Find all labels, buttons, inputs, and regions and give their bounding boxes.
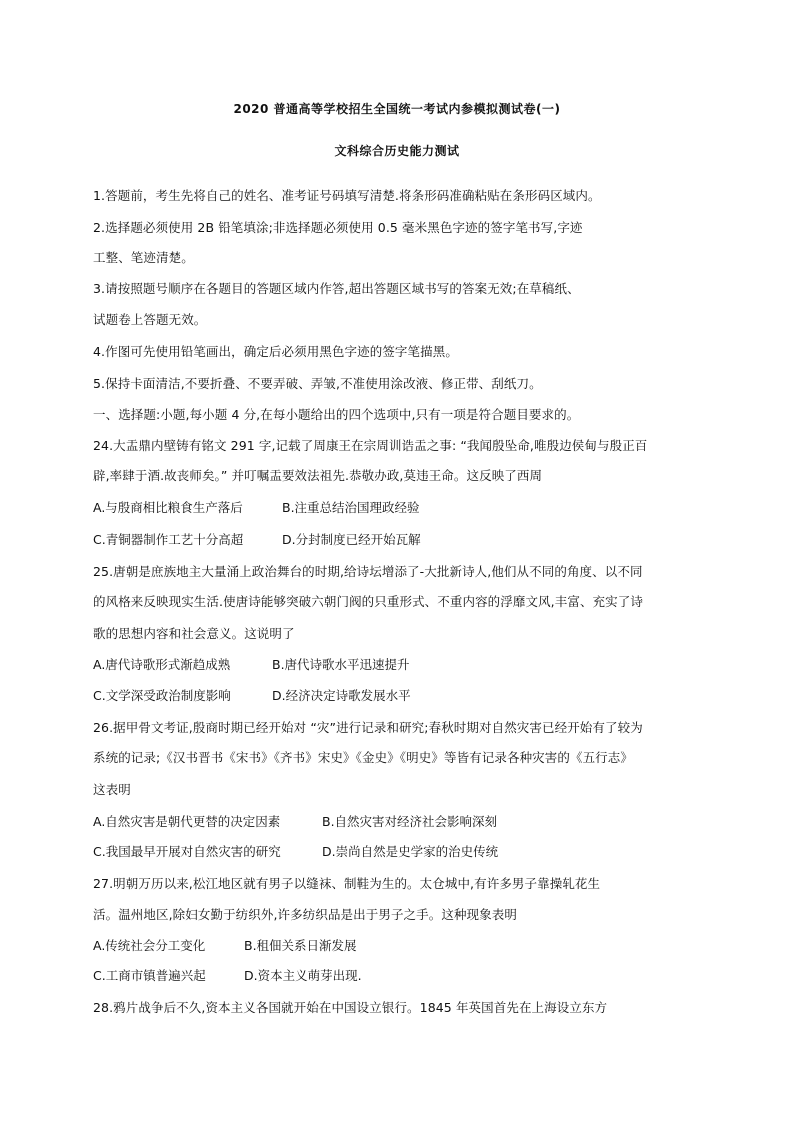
page-title: 2020 普通高等学校招生全国统一考试内参模拟测试卷(一) (233, 102, 561, 116)
q25-option-a: A.唐代诗歌形式渐趋成熟 (93, 657, 231, 672)
q26-option-d: D.崇尚自然是史学家的治史传统 (322, 844, 499, 859)
q25-option-c: C.文学深受政治制度影响 (93, 688, 231, 703)
q25-stem-line-2: 的风格来反映现实生活.使唐诗能够突破六朝门阀的只重形式、不重内容的浮靡文风,丰富、充实了诗 (93, 594, 643, 609)
q24-option-a: A.与殷商相比粮食生产落后 (93, 500, 243, 515)
q27-stem-line-1: 27.明朝万历以来,松江地区就有男子以缝袜、制鞋为生的。太仓城中,有许多男子靠操轧花生 (93, 876, 601, 891)
note-3-cont: 试题卷上答题无效。 (93, 312, 207, 327)
q26-stem-line-1: 26.据甲骨文考证,殷商时期已经开始对 “灾”进行记录和研究;春秋时期对自然灾害已经开始有了较为 (93, 720, 643, 735)
q26-stem-line-3: 这表明 (93, 782, 131, 797)
note-2: 2.选择题必须使用 2B 铅笔填涂;非选择题必须使用 0.5 毫米黑色字迹的签字笔书写,字迹 (93, 220, 583, 235)
q26-option-b: B.自然灾害对经济社会影响深刻 (322, 814, 498, 829)
note-1: 1.答题前，考生先将自己的姓名、准考证号码填写清楚.将条形码准确粘贴在条形码区域内。 (93, 188, 601, 203)
q24-stem-line-1: 24.大盂鼎内壁铸有铭文 291 字,记载了周康王在宗周训诰盂之事: “我闻殷坠命,唯殷边侯甸与殷正百 (93, 438, 648, 453)
q24-option-c: C.青铜器制作工艺十分高超 (93, 532, 244, 547)
q27-stem-line-2: 活。温州地区,除妇女勤于纺织外,许多纺织品是出于男子之手。这种现象表明 (93, 907, 517, 922)
q27-option-d: D.资本主义萌芽出现. (244, 968, 362, 983)
q26-option-c: C.我国最早开展对自然灾害的研究 (93, 844, 281, 859)
q26-option-a: A.自然灾害是朝代更替的决定因素 (93, 814, 281, 829)
section-heading: 一、选择题:小题,每小题 4 分,在每小题给出的四个选项中,只有一项是符合题目要求的。 (93, 407, 580, 422)
q25-stem-line-1: 25.唐朝是庶族地主大量涌上政治舞台的时期,给诗坛增添了-大批新诗人,他们从不同的角度、以不同 (93, 564, 643, 579)
q25-stem-line-3: 歌的思想内容和社会意义。这说明了 (93, 626, 295, 641)
q25-option-b: B.唐代诗歌水平迅速提升 (272, 657, 410, 672)
q24-option-d: D.分封制度已经开始瓦解 (282, 532, 421, 547)
note-5: 5.保持卡面清洁,不要折叠、不要弄破、弄皱,不准使用涂改液、修正带、刮纸刀。 (93, 376, 542, 391)
page-subtitle: 文科综合历史能力测试 (334, 144, 460, 158)
q25-option-d: D.经济决定诗歌发展水平 (272, 688, 411, 703)
note-2-cont: 工整、笔迹清楚。 (93, 250, 194, 265)
note-4: 4.作图可先使用铅笔画出，确定后必须用黑色字迹的签字笔描黑。 (93, 344, 458, 359)
q24-stem-line-2: 辟,率肆于酒.故丧师矣。” 并叮嘱盂要效法祖先.恭敬办政,莫违王命。这反映了西周 (93, 468, 543, 483)
q28-stem-line-1: 28.鸦片战争后不久,资本主义各国就开始在中国设立银行。1845 年英国首先在上海设立东方 (93, 1000, 608, 1015)
q27-option-a: A.传统社会分工变化 (93, 938, 206, 953)
note-3: 3.请按照题号顺序在各题目的答题区域内作答,超出答题区域书写的答案无效;在草稿纸、 (93, 281, 580, 296)
q24-option-b: B.注重总结治国理政经验 (282, 500, 420, 515)
q27-option-b: B.租佃关系日渐发展 (244, 938, 357, 953)
q26-stem-line-2: 系统的记录;《汉书晋书《宋书》《齐书》宋史》《金史》《明史》等皆有记录各种灾害的《五行志》 (93, 750, 633, 765)
q27-option-c: C.工商市镇普遍兴起 (93, 968, 206, 983)
